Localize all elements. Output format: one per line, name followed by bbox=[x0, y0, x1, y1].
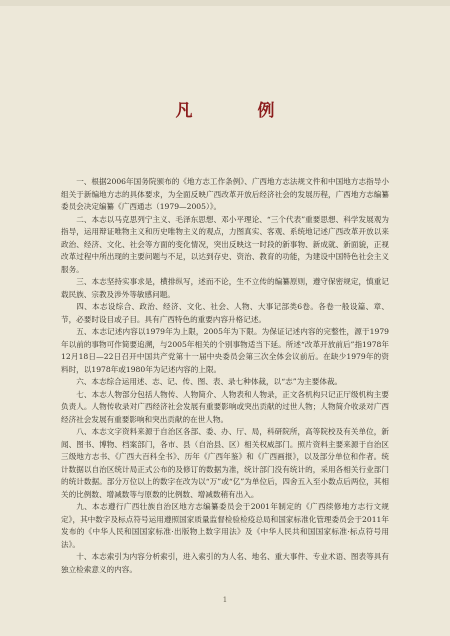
paragraph-3: 三、本志坚持实事求是，横排纵写，述而不论，生不立传的编纂原则，遵守保密规定，慎重记载民族、宗教及涉外等敏感问题。 bbox=[61, 277, 389, 299]
paragraph-6: 六、本志综合运用述、志、记、传、图、表、录七种体裁，以“志”为主要体裁。 bbox=[76, 377, 343, 386]
paragraph-8: 八、本志文字资料来源于自治区各部、委、办、厅、局，科研院所，高等院校及有关单位，新闻、图书、博物、档案部门，各市、县（自治县、区）相关权威部门。照片资料主要来源于自治区三级地方志书、《广西大百科全书》、历年《广西年鉴》和《广西画报》，以及部分单位和作者。统计数据以自治区统计局正式公布的及修订的数据为准，统计部门没有统计的，采用各相关行业部门的统计数据。部分万位以上的数字在改为以“万”或“亿”为单位后，四舍五入至小数点后两位，其相关的比例数、增减数等与原数的比例数、增减数稍有出入。 bbox=[61, 427, 389, 499]
page-number: 1 bbox=[222, 596, 228, 604]
paragraph-10: 十、本志索引为内容分析索引，进入索引的为人名、地名、重大事件、专业术语、图表等具有独立检索意义的内容。 bbox=[61, 552, 389, 574]
page-top-strip bbox=[0, 0, 450, 6]
paragraph-9: 九、本志遵行广西壮族自治区地方志编纂委员会于2001年制定的《广西续修地方志行文规定》，其中数字及标点符号运用遵照国家质量监督检验检疫总局和国家标准化管理委员会于2011年发布的《中华人民和国国家标准·出版物上数字用法》及《中华人民共和国国家标准·标点符号用法》。 bbox=[61, 502, 389, 549]
document-body bbox=[61, 176, 389, 576]
paragraph-1: 一、根据2006年国务院颁布的《地方志工作条例》、广西地方志法规文件和中国地方志指导小组关于新编地方志的具体要求，为全面反映广西改革开放后经济社会的发展历程，广西地方志编纂委员会决定编纂《广西通志（1979—2005）》。 bbox=[61, 177, 389, 211]
page-title: 凡 例 bbox=[175, 101, 299, 121]
paragraph-4: 四、本志设综合、政治、经济、文化、社会、人物、大事记部类6卷。各卷一般设篇、章、节，必要时设目或子目。具有广西特色的重要内容升格记述。 bbox=[61, 302, 389, 324]
paragraph-5: 五、本志记述内容以1979年为上限，2005年为下限。为保证记述内容的完整性，源于1979年以前的事物可作简要追溯，与2005年相关的个别事物适当下延。所述“改革开放前后”指1978年12月18日—22日召开中国共产党第十一届中央委员会第三次全体会议前后。在缺少1979年的资料时，以1978年或1980年为记述内容的上限。 bbox=[61, 327, 389, 374]
paragraph-2: 二、本志以马克思列宁主义、毛泽东思想、邓小平理论、“三个代表”重要思想、科学发展观为指导，运用辩证唯物主义和历史唯物主义的观点，力图真实、客观、系统地记述广西改革开放以来政治、经济、文化、社会等方面的变化情况，突出反映这一时段的新事物、新成就、新面貌，正视改革过程中所出现的主要问题与不足，以达到存史、资治、教育的功能，为建设中国特色社会主义服务。 bbox=[61, 214, 389, 274]
paragraph-7: 七、本志人物部分包括人物传、人物简介、人物表和人物录，正文各机构只记正厅级机构主要负责人。人物传收录对广西经济社会发展有重要影响或突出贡献的过世人物；人物简介收录对广西经济社会发展有重要影响和突出贡献的在世人物。 bbox=[61, 389, 389, 424]
